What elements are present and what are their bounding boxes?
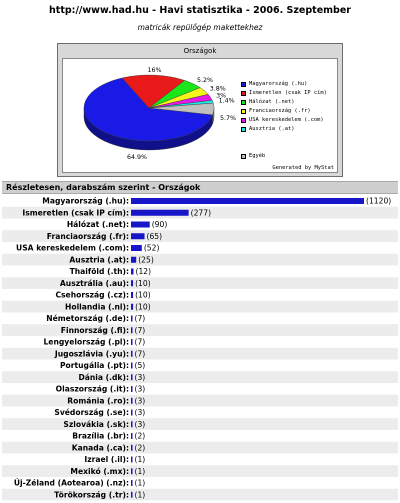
bar-25 xyxy=(131,492,133,498)
bar-18 xyxy=(131,410,133,416)
page-subtitle: matricák repülőgép makettekhez xyxy=(137,23,263,32)
bar-14 xyxy=(131,363,133,369)
pie-percent-label-0: 64.9% xyxy=(126,154,148,161)
legend-label: Hálózat (.net) xyxy=(249,99,295,105)
bar-category-label-23: Mexikó (.mx): xyxy=(70,466,129,476)
bar-value-label-6: (12) xyxy=(135,267,152,277)
table-row xyxy=(2,219,398,231)
pie-chart-title: Országok xyxy=(183,47,217,55)
bar-value-label-14: (5) xyxy=(134,361,146,371)
bar-category-label-15: Dánia (.dk): xyxy=(78,372,129,382)
bar-category-label-0: Magyarország (.hu): xyxy=(42,196,129,206)
detail-panel-title: Részletesen, darabszám szerint - Országok xyxy=(2,181,398,194)
legend-label: Franciaország (.fr) xyxy=(249,108,311,114)
bar-8 xyxy=(131,292,133,298)
bar-value-label-13: (7) xyxy=(134,349,146,359)
bar-value-label-24: (1) xyxy=(134,478,146,488)
table-row xyxy=(2,442,398,454)
bar-2 xyxy=(131,222,150,228)
bar-6 xyxy=(131,269,133,275)
legend-item-4 xyxy=(241,117,337,126)
table-row xyxy=(2,418,398,430)
country-bar-chart xyxy=(2,195,398,501)
bar-5 xyxy=(131,257,136,263)
bar-value-label-5: (25) xyxy=(138,255,154,265)
legend-item-6 xyxy=(241,153,337,162)
pie-percent-label-6: 5.7% xyxy=(219,115,236,123)
bar-category-label-21: Kanada (.ca): xyxy=(71,443,129,453)
bar-category-label-14: Portugália (.pt): xyxy=(59,361,129,371)
bar-0 xyxy=(131,198,364,204)
bar-17 xyxy=(131,398,133,404)
bar-value-label-20: (2) xyxy=(134,431,146,441)
legend-item-1 xyxy=(241,90,337,99)
bar-value-label-17: (3) xyxy=(134,396,146,406)
table-row xyxy=(2,266,398,278)
table-row xyxy=(2,371,398,383)
legend-item-2 xyxy=(241,99,337,108)
bar-23 xyxy=(131,468,133,474)
bar-category-label-7: Ausztrália (.au): xyxy=(59,278,129,288)
bar-category-label-22: Izrael (.il): xyxy=(84,455,129,465)
bar-value-label-25: (1) xyxy=(134,490,146,500)
bar-category-label-16: Olaszország (.it): xyxy=(55,384,129,394)
bar-22 xyxy=(131,457,133,463)
bar-category-label-20: Brazília (.br): xyxy=(72,431,129,441)
bar-4 xyxy=(131,245,142,251)
bar-value-label-22: (1) xyxy=(134,455,146,465)
bar-category-label-1: Ismeretlen (csak IP cím): xyxy=(22,208,129,218)
table-row xyxy=(2,465,398,477)
bar-category-label-3: Franciaország (.fr): xyxy=(46,231,129,241)
bar-10 xyxy=(131,316,133,322)
bar-value-label-1: (277) xyxy=(190,208,212,218)
bar-category-label-8: Csehország (.cz): xyxy=(55,290,129,300)
generated-by-label: Generated by MyStat xyxy=(272,165,334,171)
bar-value-label-16: (3) xyxy=(134,384,146,394)
legend-label: Magyarország (.hu) xyxy=(249,81,308,87)
legend-swatch xyxy=(241,127,246,132)
pie-legend xyxy=(241,81,337,162)
bar-value-label-18: (3) xyxy=(134,408,146,418)
bar-category-label-11: Finnország (.fi): xyxy=(60,325,129,335)
pie-percent-label-2: 5.2% xyxy=(197,77,214,85)
bar-category-label-24: Új-Zéland (Aotearoa) (.nz): xyxy=(13,478,129,488)
legend-item-3 xyxy=(241,108,337,117)
pie-chart-panel xyxy=(57,43,343,177)
bar-value-label-10: (7) xyxy=(134,314,146,324)
bar-category-label-4: USA kereskedelem (.com): xyxy=(16,243,129,253)
bar-category-label-17: Románia (.ro): xyxy=(67,396,129,406)
table-row xyxy=(2,430,398,442)
bar-category-label-9: Hollandia (.nl): xyxy=(65,302,129,312)
bar-value-label-15: (3) xyxy=(134,372,146,382)
legend-label: Ausztria (.at) xyxy=(249,126,295,132)
bar-category-label-25: Törökország (.tr): xyxy=(54,490,129,500)
table-row xyxy=(2,301,398,313)
table-row xyxy=(2,395,398,407)
bar-category-label-19: Szlovákia (.sk): xyxy=(63,419,129,429)
bar-value-label-19: (3) xyxy=(134,419,146,429)
pie-percent-label-3: 3.8% xyxy=(209,85,226,93)
pie-chart xyxy=(63,59,239,172)
legend-swatch xyxy=(241,82,246,87)
bar-value-label-23: (1) xyxy=(134,466,146,476)
legend-label: Egyéb xyxy=(249,153,266,159)
legend-item-5 xyxy=(241,126,337,135)
bar-15 xyxy=(131,374,133,380)
bar-1 xyxy=(131,210,189,216)
bar-7 xyxy=(131,280,133,286)
bar-19 xyxy=(131,421,133,427)
legend-swatch xyxy=(241,118,246,123)
legend-label: USA kereskedelem (.com) xyxy=(249,117,324,123)
bar-value-label-11: (7) xyxy=(134,325,146,335)
table-row xyxy=(2,254,398,266)
bar-value-label-4: (52) xyxy=(143,243,160,253)
bar-16 xyxy=(131,386,133,392)
pie-percent-label-5: 1.4% xyxy=(218,97,235,105)
legend-swatch xyxy=(241,100,246,105)
bar-category-label-18: Svédország (.se): xyxy=(54,408,129,418)
table-row xyxy=(2,454,398,466)
bar-category-label-10: Németország (.de): xyxy=(46,314,129,324)
legend-item-0 xyxy=(241,81,337,90)
bar-value-label-12: (7) xyxy=(134,337,146,347)
legend-swatch xyxy=(241,91,246,96)
pie-chart-area xyxy=(62,58,338,173)
bar-category-label-5: Ausztria (.at): xyxy=(69,255,129,265)
pie-percent-label-1: 16% xyxy=(147,67,162,75)
page-title: http://www.had.hu - Havi statisztika - 2006. Szeptember xyxy=(49,5,351,16)
pie-percent-label-4: 3% xyxy=(216,92,227,100)
bar-value-label-9: (10) xyxy=(135,302,151,312)
bar-value-label-7: (10) xyxy=(135,278,151,288)
bar-category-label-13: Jugoszlávia (.yu): xyxy=(54,349,129,359)
bar-13 xyxy=(131,351,133,357)
legend-swatch xyxy=(241,109,246,114)
bar-12 xyxy=(131,339,133,345)
bar-11 xyxy=(131,327,133,333)
bar-24 xyxy=(131,480,133,486)
bar-category-label-12: Lengyelország (.pl): xyxy=(43,337,129,347)
bar-21 xyxy=(131,445,133,451)
legend-swatch xyxy=(241,154,246,159)
bar-category-label-2: Hálózat (.net): xyxy=(66,220,129,230)
bar-value-label-3: (65) xyxy=(146,231,163,241)
bar-value-label-2: (90) xyxy=(151,220,168,230)
bar-value-label-21: (2) xyxy=(134,443,146,453)
bar-category-label-6: Thaiföld (.th): xyxy=(69,267,129,277)
bar-value-label-0: (1120) xyxy=(366,196,392,206)
bar-value-label-8: (10) xyxy=(135,290,151,300)
bar-9 xyxy=(131,304,133,310)
bar-20 xyxy=(131,433,133,439)
legend-label: Ismeretlen (csak IP cím) xyxy=(249,90,327,96)
bar-3 xyxy=(131,233,145,239)
